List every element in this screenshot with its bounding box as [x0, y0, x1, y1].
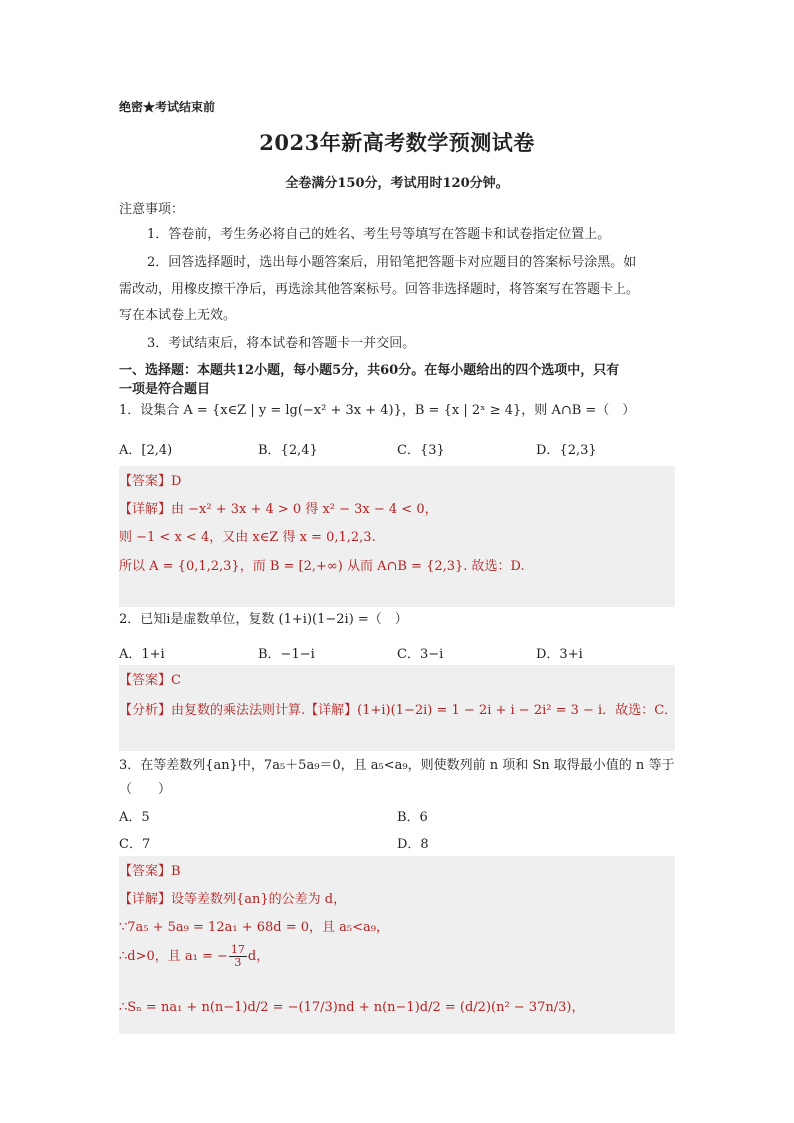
notice-item-3: 3．考试结束后，将本试卷和答题卡一并交回。: [147, 336, 416, 351]
question-2-stem: 2．已知i是虚数单位，复数 (1+i)(1−2i) =（ ）: [119, 612, 408, 627]
question-3-detail-1: 【详解】设等差数列{an}的公差为 d，: [119, 892, 347, 907]
question-1-detail-1: 【详解】由 −x² + 3x + 4 > 0 得 x² − 3x − 4 < 0，: [119, 502, 438, 517]
question-3-option-a: A．5: [119, 810, 150, 825]
notice-item-2-line-1: 2．回答选择题时，选出每小题答案后，用铅笔把答题卡对应题目的答案标号涂黑。如: [147, 255, 637, 270]
notice-item-2-line-3: 写在本试卷上无效。: [119, 308, 237, 323]
question-1-detail-3: 所以 A = {0,1,2,3}，而 B = [2,+∞) 从而 A∩B = {2,3}. 故选：D.: [119, 559, 525, 574]
question-1-answer: 【答案】D: [119, 474, 182, 489]
question-2-option-a: A．1+i: [119, 647, 165, 662]
question-3-detail-3: [119, 944, 269, 969]
notice-item-2-line-2: 需改动，用橡皮擦干净后，再选涂其他答案标号。回答非选择题时，将答案写在答题卡上。: [119, 282, 640, 297]
page-title: 2023年新高考数学预测试卷: [259, 130, 535, 155]
notice-item-1: 1．答卷前，考生务必将自己的姓名、考生号等填写在答题卡和试卷指定位置上。: [147, 227, 611, 242]
question-2-answer-box: [119, 665, 678, 751]
notice-heading: 注意事项：: [119, 202, 185, 217]
question-3-detail-2: ∵7a₅ + 5a₉ = 12a₁ + 68d = 0，且 a₅<a₉，: [119, 920, 389, 935]
question-1-option-d: D．{2,3}: [536, 443, 597, 458]
page-subtitle: 全卷满分150分，考试用时120分钟。: [285, 176, 509, 191]
question-2-option-b: B．−1−i: [258, 647, 315, 662]
question-2-option-d: D．3+i: [536, 647, 583, 662]
question-3-option-c: C．7: [119, 837, 151, 852]
question-2-analysis: 【分析】由复数的乘法法则计算.【详解】(1+i)(1−2i) = 1 − 2i + i − 2i² = 3 − i．故选：C．: [119, 703, 678, 718]
question-3-detail-3-suffix: d，: [247, 949, 270, 964]
question-1-detail-2: 则 −1 < x < 4，又由 x∈Z 得 x = 0,1,2,3.: [119, 530, 376, 545]
question-1-answer-box: [119, 466, 675, 607]
question-3-answer: 【答案】B: [119, 864, 181, 879]
question-3-stem-line-1: 3．在等差数列{an}中，7a₅＋5a₉＝0，且 a₅<a₉，则使数列前 n 项和 Sn 取得最小值的 n 等于: [119, 758, 675, 773]
question-3-option-b: B．6: [397, 810, 428, 825]
question-1-option-b: B．{2,4}: [258, 443, 318, 458]
fraction: [229, 944, 247, 969]
question-3-option-d: D．8: [397, 837, 429, 852]
question-3-detail-4: ∴Sₙ = na₁ + n(n−1)d/2 = −(17/3)nd + n(n−1)d/2 = (d/2)(n² − 37n/3)，: [119, 1000, 585, 1015]
fraction-numerator: 17: [230, 943, 245, 956]
question-2-answer: 【答案】C: [119, 673, 181, 688]
section-1-heading-line-1: 一、选择题：本题共12小题，每小题5分，共60分。在每小题给出的四个选项中，只有: [119, 363, 620, 378]
question-3-answer-box: [119, 856, 675, 1034]
question-1-stem: 1．设集合 A = {x∈Z | y = lg(−x² + 3x + 4)}，B = {x | 2ˣ ≥ 4}，则 A∩B =（ ）: [119, 403, 636, 418]
question-1-option-c: C．{3}: [397, 443, 445, 458]
question-3-detail-3-prefix: ∴d>0，且 a₁ = −: [119, 949, 228, 964]
fraction-denominator: 3: [234, 956, 242, 969]
section-1-heading-line-2: 一项是符合题目: [119, 382, 211, 397]
question-2-option-c: C．3−i: [397, 647, 444, 662]
question-3-stem-line-2: （ ）: [119, 782, 172, 797]
question-1-option-a: A．[2,4): [119, 443, 173, 458]
confidential-label: 绝密★考试结束前: [119, 100, 216, 114]
